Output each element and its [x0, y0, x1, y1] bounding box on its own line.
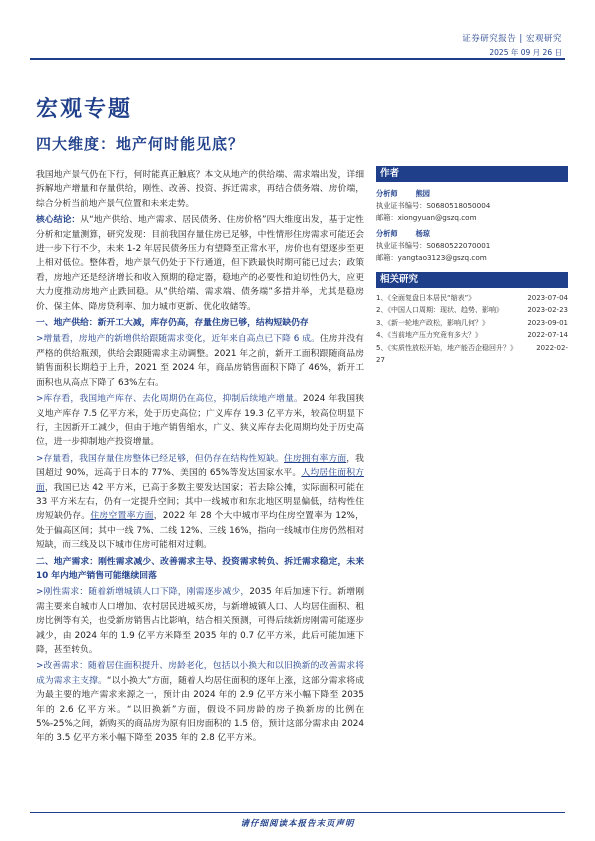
- core-conclusion-text: 从“地产供给、地产需求、居民债务、住房价格”四大维度出发，基于定性分析和定量测算，研究发现：目前我国存量住房已足够，中性情形住房需求可能还会进一步下行不少，未来 1-2 年居民债务压力有望降至正常水平，房价也有望逐步至更上相对低位。整体看，地产景气仍处于下行通道，但下跌最快时期可能已过去；政策看，房地产还是经济增长和收入预期的稳定器，稳地产的必要性和迫切性仍大，应更大力度推动房地产止跌回稳。从“供给端、需求端、债务端”多措并举，尤其是稳房价、保主体、降房贷利率、加力城市更新、优化收储等。: [36, 215, 364, 312]
- author-block-1: [376, 188, 568, 224]
- related-item[interactable]: 1、《全面复盘日本居民“缩表”》 2023-07-04: [376, 294, 568, 302]
- text-area: ，我国已达 42 平方米，已高于多数主要发达国家；若去除公摊，实际面积可能在 33 平方米左右，仍有一定提升空间；其中一线城市和东北地区明显偏低，结构性住房短缺仍存。: [36, 482, 364, 522]
- report-category: 证券研究报告 | 宏观研究: [462, 34, 562, 44]
- lead-rigid: >刚性需求：: [36, 587, 89, 598]
- lead2-improvement: 随着居住面积提升、房龄老化，包括以小换大和以旧换新的改善需求将成为需求主支撑。: [36, 661, 364, 686]
- core-conclusion-paragraph: [36, 213, 364, 314]
- email-label: 邮箱：: [376, 213, 398, 222]
- underline-vacancy: 住房空置率方面: [90, 511, 154, 522]
- report-subtitle: 四大维度：地产何时能见底？: [36, 135, 245, 153]
- lead2-rigid: 随着新增城镇人口下降，刚需逐步减少，: [88, 587, 250, 598]
- lead-improvement: >改善需求：: [36, 661, 89, 672]
- related-item[interactable]: 3、《新一轮地产政松，影响几何？》 2023-09-01: [376, 318, 568, 327]
- related-list: [376, 292, 568, 366]
- lead-inventory: >库存看，: [36, 394, 80, 405]
- footer-divider: [30, 812, 565, 813]
- report-date: 2025 年 09 月 26 日: [489, 48, 562, 57]
- header-divider: [30, 58, 565, 60]
- cert-label: 执业证书编号：: [376, 201, 427, 210]
- lead2-incremental: 房地产的新增供给跟随需求变化，近年来自高点已下降 6 成。: [78, 334, 320, 345]
- core-conclusion-keyword: 核心结论：: [36, 215, 81, 226]
- lead-incremental: >增量看，: [36, 334, 79, 345]
- underline-ownership: 住房拥有率方面: [283, 453, 347, 464]
- author-section-title: 作者: [376, 166, 568, 182]
- report-title: 宏观专题: [36, 97, 133, 122]
- cert-number: S0680518050004: [426, 201, 491, 210]
- author-role: 分析师: [376, 189, 398, 198]
- text-inventory: 2024 年我国狭义地产库存 7.5 亿平方米，处于历史高位；广义库存 19.3 亿平方米，较高位明显下行，主因新开工减少，但由于地产销售缩水，广义、狭义库存去化周期均处于历史高位，进一步抑制地产投资增量。: [36, 394, 364, 448]
- author-email[interactable]: xiongyuan@gszq.com: [397, 213, 477, 222]
- paragraph-incremental: [36, 332, 364, 390]
- text-improvement: “以小换大”方面，随着人均居住面积的逐年上涨，这部分需求将成为最主要的地产需求来源之一，预计由 2024 年的 2.9 亿平方米小幅下降至 2035 年的 2.6 亿平方米。“以旧换新”方面，假设不同房龄的房子换新房的比例在 5%-25%之间，新购买的商品房为原有旧房面积的 1.5 倍，预计这部分需求由 2024 年的 3.5 亿平方米小幅下降至 2035 年的 2.8 亿平方米。: [36, 675, 364, 744]
- lead2-stock: 我国存量住房整体已经足够，但仍存在结构性短缺。: [79, 453, 284, 464]
- author-name: 杨琼: [415, 229, 430, 238]
- section-heading-demand: 二、地产需求：刚性需求减少、改善需求主导、投资需求转负、拆迁需求稳定，未来 10 年内地产销售可能继续回落: [36, 556, 364, 581]
- paragraph-stock: [36, 452, 364, 553]
- underline-area: 人均居住面积方面: [36, 468, 364, 493]
- author-block-2: [376, 228, 568, 264]
- cert-number: S0680522070001: [426, 241, 491, 250]
- lead-stock: >存量看，: [36, 453, 80, 464]
- author-email[interactable]: yangtao3123@gszq.com: [397, 253, 487, 262]
- paragraph-improvement-demand: [36, 659, 364, 745]
- paragraph-inventory: [36, 392, 364, 450]
- sidebar: [376, 166, 568, 366]
- related-item-continued: 27: [376, 356, 385, 365]
- email-label: 邮箱：: [376, 253, 398, 262]
- text-rigid: 2035 年后加速下行。新增刚需主要来自城市人口增加、农村居民进城买房，与新增城镇人口、人均居住面积、租房比例等有关，也受新房销售占比影响，结合相关预测，可得后续新房刚需可能逐步减少，由 2024 年的 1.9 亿平方米降至 2035 年的 0.7 亿平方米，此后可能加速下降，甚至转负。: [36, 587, 364, 655]
- text-vacancy: ，2022 年 28 个大中城市平均住房空置率为 12%，处于偏高区间；其中一线 7%、二线 12%、三线 16%，指向一线城市住房仍然相对短缺，而三线及以下城市住房可能相对过剩。: [36, 511, 364, 551]
- cert-label: 执业证书编号：: [376, 241, 427, 250]
- text-ownership: ，我国超过 90%，远高于日本的 77%、美国的 65%等发达国家水平。: [36, 453, 364, 479]
- related-section-title: 相关研究: [376, 272, 568, 288]
- section-heading-supply: 一、地产供给：新开工大减，库存仍高，存量住房已够，结构短缺仍存: [36, 318, 309, 329]
- author-role: 分析师: [376, 229, 398, 238]
- paragraph-rigid-demand: [36, 585, 364, 657]
- related-item[interactable]: 2、《中国人口周期：现状、趋势、影响》 2023-02-23: [376, 306, 568, 315]
- text-incremental: 住房并没有严格的供给瓶颈，供给会跟随需求主动调整。2021 年之前，新开工面积跟随商品房销售面积长期趋于上升，2021 至 2024 年，商品房销售面积下降了 46%，新开工面积也从高点下降了 63%左右。: [36, 334, 364, 388]
- main-body: [36, 168, 364, 748]
- footer-disclaimer: 请仔细阅读本报告末页声明: [240, 819, 355, 829]
- intro-paragraph: 我国地产景气仍在下行，何时能真正触底？本文从地产的供给端、需求端出发，详细拆解地产增量和存量供给，刚性、改善、投资、拆迁需求，再结合债务端、房价端，综合分析当前地产景气位置和未来走势。: [36, 170, 364, 209]
- author-name: 熊园: [415, 189, 430, 198]
- related-item[interactable]: 5、《实质性放松开始，地产能否企稳回升？》 2022-02-: [376, 343, 568, 352]
- related-item[interactable]: 4、《当前地产压力究竟有多大？》 2022-07-14: [376, 331, 568, 340]
- lead2-inventory: 我国地产库存、去化周期仍在高位，抑制后续地产增量。: [79, 394, 304, 405]
